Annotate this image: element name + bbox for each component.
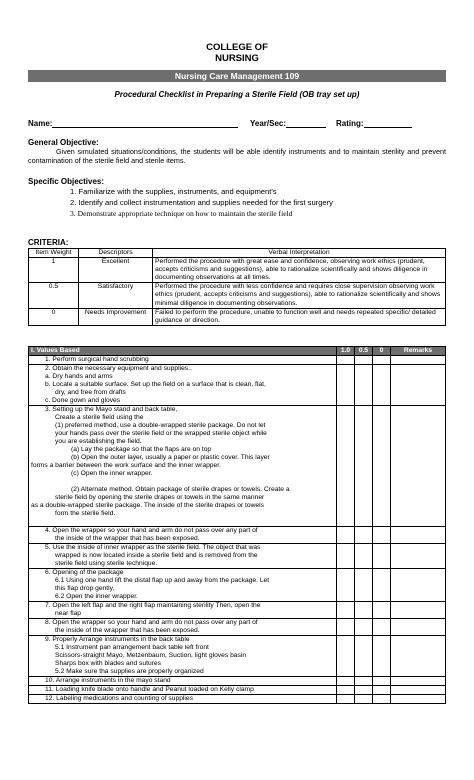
remarks-cell[interactable] [391, 365, 446, 406]
checklist-line: (a) Lay the package so that the flaps are on top [71, 446, 212, 453]
checklist-item-row [29, 569, 446, 602]
checklist-line: 6. Opening of the package [45, 569, 124, 576]
criteria-col-weight: Item Weight [29, 249, 79, 258]
remarks-cell[interactable] [391, 406, 446, 527]
criteria-weight: 0 [29, 308, 79, 325]
criteria-interpretation: Failed to perform the procedure, unable to function well and needs repeated specific/ detailed guidance or direction. [153, 308, 446, 325]
checklist-item-row [29, 619, 446, 636]
checklist-item-text [29, 406, 337, 527]
score-cell-0[interactable] [373, 569, 391, 602]
checklist-line: 7. Open the left flap and the right flap maintaining sterility Then, open the [45, 602, 261, 609]
checklist-line: 12. Labeling medications and counting of supplies [45, 695, 193, 702]
checklist-item-text [29, 544, 337, 569]
checklist-item-row [29, 686, 446, 695]
rating-field[interactable] [336, 118, 412, 128]
score-cell-0[interactable] [373, 365, 391, 406]
score-cell-0-5[interactable] [355, 569, 373, 602]
specific-objective-1: 1. Familiarize with the supplies, instruments, and equipment's [70, 187, 277, 196]
score-cell-1[interactable] [337, 527, 355, 544]
score-cell-0-5[interactable] [355, 356, 373, 365]
remarks-cell[interactable] [391, 602, 446, 619]
checklist-line: 5. Use the inside of inner wrapper as the sterile field. The object that was [45, 544, 261, 551]
score-cell-0[interactable] [373, 686, 391, 695]
score-cell-0[interactable] [373, 636, 391, 677]
checklist-line: you are establishing the field. [55, 438, 142, 445]
checklist-line [31, 478, 334, 486]
score-cell-1[interactable] [337, 619, 355, 636]
checklist-line: 11. Loading knife blade onto handle and Peanut loaded on Kelly clamp [45, 686, 254, 693]
checklist-line: your hands pass over the sterile field or the wrapped sterile object while [55, 430, 267, 437]
checklist-item-row [29, 527, 446, 544]
checklist-line: (1) preferred method, use a double-wrapped sterile package. Do not let [55, 422, 266, 429]
remarks-cell[interactable] [391, 356, 446, 365]
name-label: Name: [28, 119, 53, 128]
score-cell-1[interactable] [337, 544, 355, 569]
checklist-line: 3. Setting up the Mayo stand and back table, [45, 406, 178, 413]
checklist-line: Sharps box with blades and sutures [55, 660, 161, 667]
checklist-line: 5.2 Make sure tha supplies are properly organized [55, 668, 204, 675]
checklist-line: the inside of the wrapper that has been exposed. [55, 535, 200, 542]
department-heading: NURSING [215, 53, 259, 64]
criteria-descriptor: Excellent [79, 258, 153, 283]
score-col-0-5: 0.5 [355, 347, 373, 356]
checklist-item-row [29, 365, 446, 406]
score-cell-0-5[interactable] [355, 619, 373, 636]
score-cell-1[interactable] [337, 602, 355, 619]
values-header-row [29, 347, 446, 356]
criteria-descriptor: Satisfactory [79, 283, 153, 308]
checklist-line: form the sterile field. [55, 510, 116, 517]
name-field[interactable] [28, 118, 238, 128]
score-cell-0-5[interactable] [355, 677, 373, 686]
remarks-cell[interactable] [391, 636, 446, 677]
score-cell-1[interactable] [337, 695, 355, 704]
checklist-line: (c) Open the inner wrapper. [71, 470, 153, 477]
criteria-row [29, 258, 446, 283]
criteria-row [29, 283, 446, 308]
score-cell-0[interactable] [373, 695, 391, 704]
score-cell-1[interactable] [337, 365, 355, 406]
checklist-line: this flap drop gently. [55, 585, 115, 592]
remarks-cell[interactable] [391, 686, 446, 695]
score-cell-0-5[interactable] [355, 406, 373, 527]
checklist-line: sterile field using sterile technique. [55, 560, 158, 567]
criteria-heading: CRITERIA: [28, 238, 69, 247]
criteria-descriptor: Needs Improvement [79, 308, 153, 325]
score-cell-0-5[interactable] [355, 602, 373, 619]
checklist-line [31, 518, 334, 526]
score-col-0: 0 [373, 347, 391, 356]
checklist-item-row [29, 677, 446, 686]
document-title: Procedural Checklist in Preparing a Sterile Field (OB tray set up) [114, 90, 360, 99]
remarks-cell[interactable] [391, 527, 446, 544]
checklist-line: 4. Open the wrapper so your hand and arm do not pass over any part of [45, 527, 258, 534]
specific-objectives-heading: Specific Objectives: [28, 177, 105, 186]
score-cell-0-5[interactable] [355, 636, 373, 677]
checklist-line: 6.1 Using one hand lift the distal flap up and away from the package. Let [55, 577, 270, 584]
values-checklist-table [28, 346, 446, 704]
remarks-cell[interactable] [391, 677, 446, 686]
checklist-line: forms a barrier between the work surface and the inner wrapper. [31, 462, 221, 469]
criteria-col-interpretation: Verbal Interpretation [153, 249, 446, 258]
checklist-line: the inside of the wrapper that has been exposed. [55, 627, 200, 634]
checklist-item-text [29, 619, 337, 636]
checklist-item-text [29, 636, 337, 677]
score-cell-0-5[interactable] [355, 686, 373, 695]
checklist-item-row [29, 406, 446, 527]
checklist-line: 9. Properly Arrange instruments in the back table [45, 636, 190, 643]
yearsec-blank[interactable] [286, 118, 326, 128]
checklist-item-text [29, 677, 337, 686]
score-col-1: 1.0 [337, 347, 355, 356]
remarks-cell[interactable] [391, 569, 446, 602]
remarks-cell[interactable] [391, 619, 446, 636]
score-cell-1[interactable] [337, 677, 355, 686]
score-cell-0[interactable] [373, 356, 391, 365]
checklist-item-row [29, 695, 446, 704]
score-cell-0-5[interactable] [355, 544, 373, 569]
checklist-item-text [29, 527, 337, 544]
score-cell-1[interactable] [337, 356, 355, 365]
values-section-title: I. Values Based [29, 347, 337, 356]
criteria-weight: 1 [29, 258, 79, 283]
checklist-item-text [29, 602, 337, 619]
name-blank[interactable] [52, 118, 238, 128]
score-cell-0[interactable] [373, 544, 391, 569]
remarks-cell[interactable] [391, 544, 446, 569]
general-objective-text: Given simulated situations/conditions, the students will be able identify instruments and to maintain sterility and prevent contamination of the sterile field and sterile items. [28, 147, 446, 165]
checklist-item-text [29, 569, 337, 602]
checklist-line: sterile field by opening the sterile drapes or towels in the same manner [55, 494, 265, 501]
criteria-row [29, 308, 446, 325]
checklist-line: wrapped is now located inside a sterile field and is removed from the [55, 552, 258, 559]
score-cell-1[interactable] [337, 686, 355, 695]
checklist-line: a. Dry hands and arms [45, 373, 113, 380]
general-objective-heading: General Objective: [28, 138, 99, 147]
checklist-line: 8. Open the wrapper so your hand and arm do not pass over any part of [45, 619, 258, 626]
rating-label: Rating: [336, 119, 364, 128]
remarks-col: Remarks [391, 347, 446, 356]
checklist-line: 1. Perform surgical hand scrubbing [45, 356, 149, 363]
yearsec-label: Year/Sec: [250, 119, 287, 128]
checklist-line: 6.2 Open the inner wrapper. [55, 593, 138, 600]
college-heading: COLLEGE OF [206, 42, 268, 53]
checklist-item-text [29, 686, 337, 695]
score-cell-1[interactable] [337, 569, 355, 602]
score-cell-0-5[interactable] [355, 365, 373, 406]
checklist-item-row [29, 544, 446, 569]
checklist-line: (2) Alternate method. Obtain package of sterile drapes or towels. Create a [71, 486, 290, 493]
checklist-item-row [29, 602, 446, 619]
criteria-interpretation: Performed the procedure with less confidence and requires close supervision observing work ethics (prudent, accepts criticisms and suggestions), able to rationalize scientifically and shows minimal diligence in documenting observations. [153, 283, 446, 308]
checklist-line: as a double-wrapped sterile package. The inside of the sterile drapes or towels [31, 502, 264, 509]
score-cell-0[interactable] [373, 619, 391, 636]
criteria-weight: 0.5 [29, 283, 79, 308]
criteria-table [28, 248, 446, 326]
checklist-line: dry, and free from drafts [55, 389, 126, 396]
checklist-item-row [29, 356, 446, 365]
checklist-item-text [29, 365, 337, 406]
score-cell-0[interactable] [373, 406, 391, 527]
checklist-line: near flap [55, 610, 82, 617]
course-banner: Nursing Care Management 109 [28, 70, 446, 82]
rating-blank[interactable] [364, 118, 412, 128]
checklist-line: Scissors-straight Mayo, Metzenbaum, Suction, light gloves basin [55, 652, 247, 659]
score-cell-1[interactable] [337, 406, 355, 527]
remarks-cell[interactable] [391, 695, 446, 704]
checklist-item-text [29, 356, 337, 365]
score-cell-0-5[interactable] [355, 527, 373, 544]
criteria-interpretation: Performed the procedure with great ease and confidence, observing work ethics (prudent, accepts criticisms and suggestions), able to rationalize scientifically and shows diligence in documenting observations at all times. [153, 258, 446, 283]
score-cell-1[interactable] [337, 636, 355, 677]
checklist-item-row [29, 636, 446, 677]
checklist-line: Create a sterile field using the [55, 414, 144, 421]
criteria-header-row [29, 249, 446, 258]
checklist-line: c. Done gown and gloves [45, 397, 121, 404]
specific-objective-3: 3. Demonstrate appropriate technique on how to maintain the sterile field [70, 209, 293, 218]
specific-objective-2: 2. Identify and collect instrumentation and supplies needed for the first surgery [70, 198, 333, 207]
checklist-line: 5.1 Instrument pan arrangement back table left front [55, 644, 209, 651]
checklist-item-text [29, 695, 337, 704]
checklist-line: (b) Open the outer layer, usually a paper or plastic cover. This layer [71, 454, 270, 461]
score-cell-0-5[interactable] [355, 695, 373, 704]
score-cell-0[interactable] [373, 527, 391, 544]
yearsec-field[interactable] [250, 118, 326, 128]
score-cell-0[interactable] [373, 677, 391, 686]
checklist-line: 2. Obtain the necessary equipment and supplies.. [45, 365, 192, 372]
score-cell-0[interactable] [373, 602, 391, 619]
checklist-line: 10. Arrange instruments in the mayo stand [45, 677, 171, 684]
criteria-col-descriptor: Descriptors [79, 249, 153, 258]
checklist-line: b. Locate a suitable surface. Set up the field on a surface that is clean, flat, [45, 381, 266, 388]
